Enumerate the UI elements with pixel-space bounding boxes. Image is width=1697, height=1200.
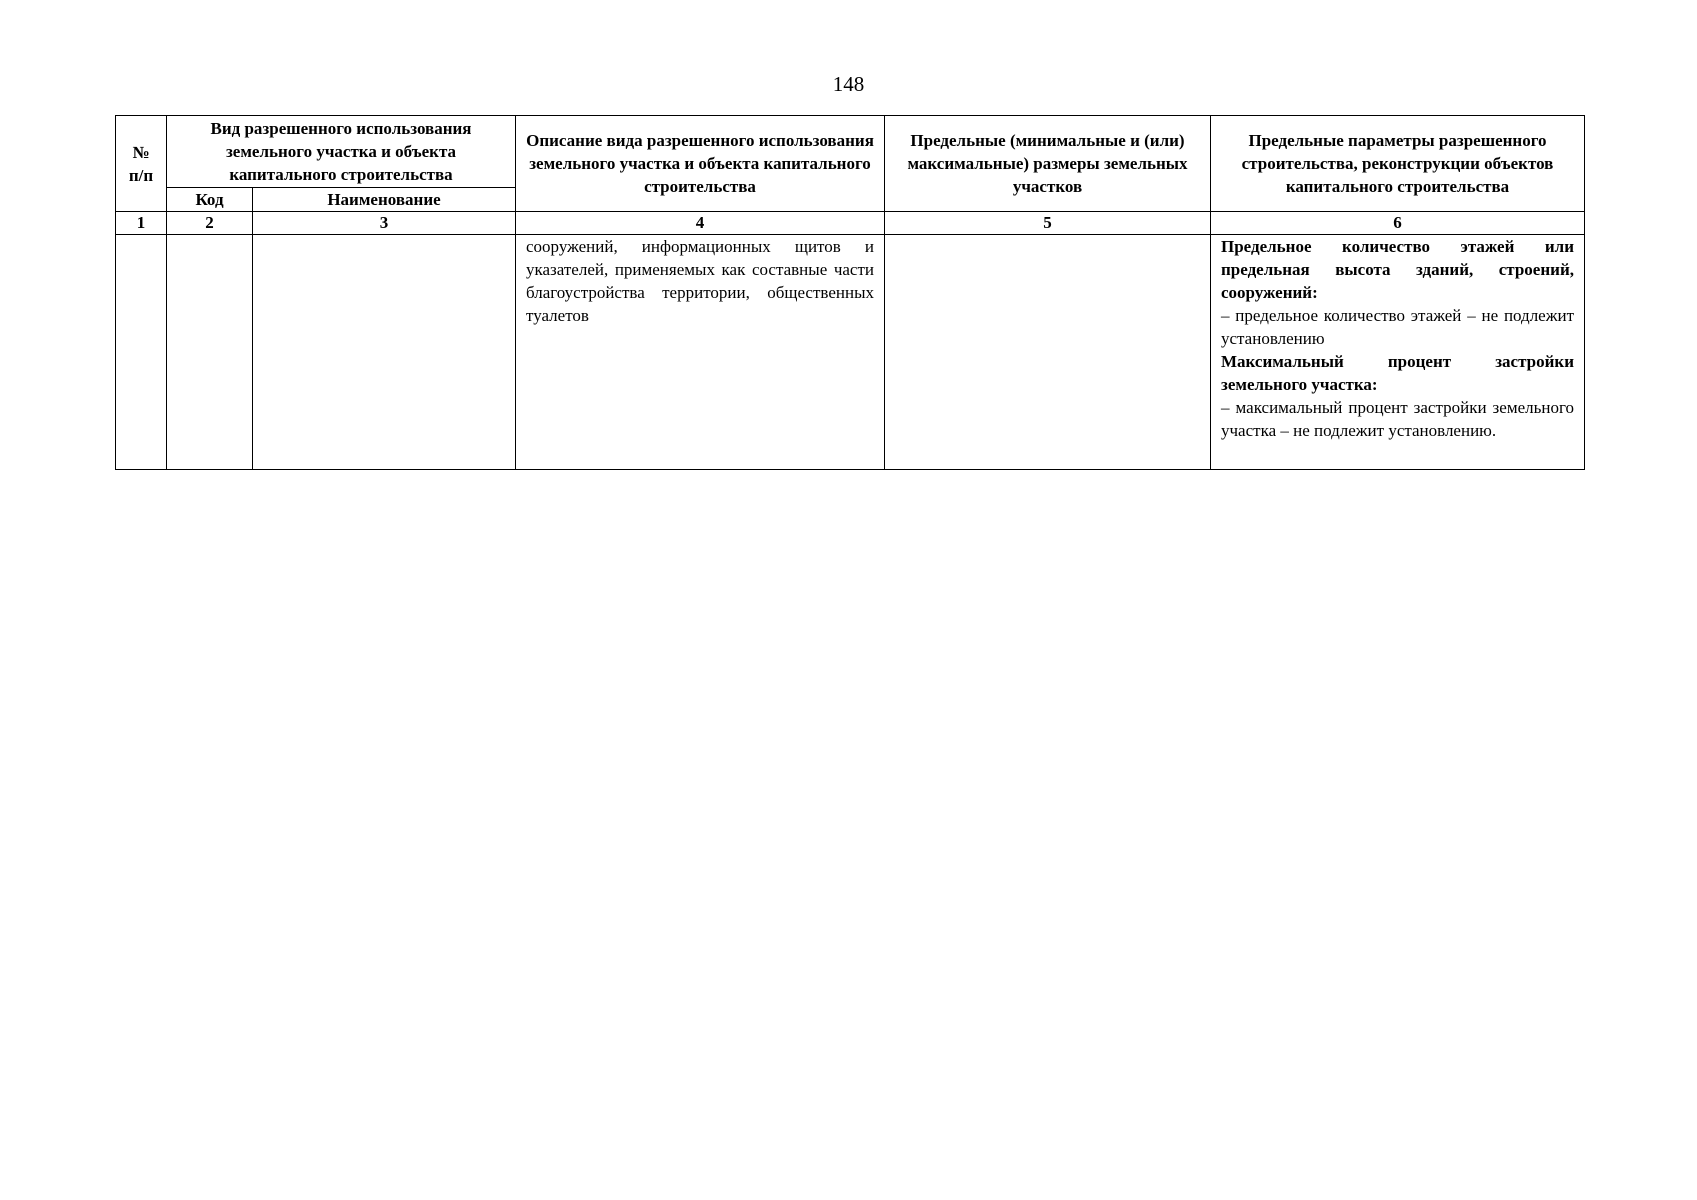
param-heading-coverage: Максимальный процент застройки земельного участка: [1221, 352, 1574, 394]
page-number: 148 [832, 72, 865, 96]
header-param: Предельные параметры разрешенного строительства, реконструкции объектов капитального строительства [1211, 116, 1585, 212]
cell-naim [253, 235, 516, 470]
param-value-coverage: – максимальный процент застройки земельного участка – не подлежит установлению. [1221, 398, 1574, 440]
cell-kod [167, 235, 253, 470]
column-number: 2 [167, 212, 253, 235]
cell-razm [885, 235, 1211, 470]
header-naim: Наименование [253, 188, 516, 212]
column-number: 3 [253, 212, 516, 235]
param-heading-floors: Предельное количество этажей или предельная высота зданий, строений, сооружений: [1221, 237, 1574, 302]
column-number: 1 [116, 212, 167, 235]
header-vid: Вид разрешенного использования земельного участка и объекта капитального строительства [167, 116, 516, 188]
column-number: 6 [1211, 212, 1585, 235]
header-razm: Предельные (минимальные и (или) максимальные) размеры земельных участков [885, 116, 1211, 212]
param-value-floors: – предельное количество этажей – не подлежит установлению [1221, 306, 1574, 348]
table-row [116, 235, 1585, 470]
zoning-table [115, 115, 1585, 470]
header-opis: Описание вида разрешенного использования земельного участка и объекта капитального строительства [516, 116, 885, 212]
column-number: 4 [516, 212, 885, 235]
cell-opis: сооружений, информационных щитов и указателей, применяемых как составные части благоустройства территории, общественных туалетов [516, 235, 885, 470]
cell-params [1211, 235, 1585, 470]
header-num: № п/п [116, 116, 167, 212]
cell-num [116, 235, 167, 470]
column-number: 5 [885, 212, 1211, 235]
header-kod: Код [167, 188, 253, 212]
column-number-row [116, 212, 1585, 235]
